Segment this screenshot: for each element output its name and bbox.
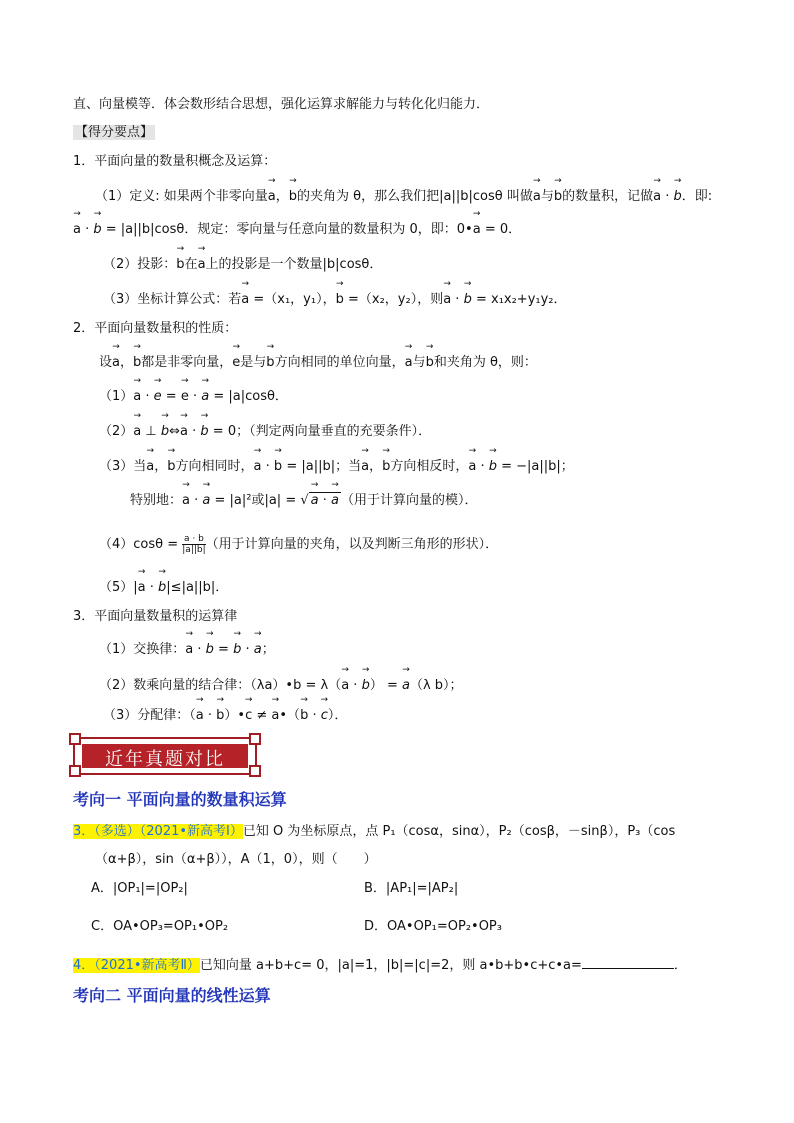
question-4-label: 4．（2021•新高考Ⅱ） — [73, 958, 200, 973]
section-banner — [73, 737, 257, 775]
s2-property-5: （5）|→ a · → b|≤|a||b|． — [99, 579, 228, 597]
banner-corner-br — [249, 765, 261, 777]
s1-definition: （1）定义: 如果两个非零向量→ a，→ b的夹角为 θ，那么我们把|a||b|cosθ 叫做→ a与→ b的数量积，记做→ a · → b．即: — [95, 188, 712, 206]
s2-property-4: （4）cosθ = $\frac{a \cdot b}{|a||b|}$（用于计算向量的夹角，以及判断三角形的形状）． — [99, 534, 499, 555]
question-4: 4．（2021•新高考Ⅱ）已知向量 a+b+c= 0，|a|=1，|b|=|c|=2，则 a•b+b•c+c•a= ． — [73, 958, 687, 973]
answer-blank[interactable] — [582, 956, 674, 969]
banner-corner-tl — [69, 733, 81, 745]
s3-heading: 3．平面向量数量积的运算律 — [73, 609, 238, 624]
banner-corner-bl — [69, 765, 81, 777]
s3-associative: （2）数乘向量的结合律：（λa）•b = λ（→ a · → b） = → a（λ b）； — [99, 677, 463, 695]
banner-corner-tr — [249, 733, 261, 745]
s2-special-case: 特别地：→ a · → a = |a|²或|a| = √→ a · → a （用于计算向量的模）． — [130, 492, 478, 510]
s1-definition-2: → a · → b = |a||b|cosθ．规定：零向量与任意向量的数量积为 0，即：0•→ a = 0． — [73, 221, 521, 239]
s1-coordinate-formula: （3）坐标计算公式：若→ a =（x₁，y₁），→ b =（x₂，y₂），则→ a · → b = x₁x₂+y₁y₂． — [103, 291, 567, 309]
s2-heading: 2．平面向量数量积的性质： — [73, 321, 238, 336]
direction-2-title: 考向二 平面向量的线性运算 — [73, 986, 271, 1005]
question-3-option-d: D．OA•OP₁=OP₂•OP₃ — [364, 919, 502, 934]
s1-heading: 1．平面向量的数量积概念及运算： — [73, 154, 277, 169]
intro-line: 直、向量模等．体会数形结合思想，强化运算求解能力与转化化归能力． — [73, 97, 490, 112]
s2-intro: 设→ a，→ b都是非零向量，→ e是与→ b方向相同的单位向量，→ a与→ b和夹角为 θ，则： — [99, 354, 537, 372]
question-3-stem: 3．（多选）（2021•新高考Ⅰ）已知 O 为坐标原点，点 P₁（cosα，sinα），P₂（cosβ，－sinβ），P₃（cos — [73, 824, 676, 839]
question-3-option-c: C．OA•OP₃=OP₁•OP₂ — [91, 919, 229, 934]
cos-fraction: $\frac{a \cdot b}{|a||b|}$ — [182, 534, 206, 555]
banner-title: 近年真题对比 — [105, 749, 225, 770]
s2-property-1: （1）→ a · → e = → e · → a = |a|cosθ． — [99, 388, 288, 406]
s2-property-2: （2）→ a ⊥ → b⇔→ a · → b = 0；（判定两向量垂直的充要条件）． — [99, 423, 431, 441]
s2-property-3: （3）当→ a，→ b方向相同时，→ a · → b = |a||b|；当→ a，→ b方向相反时，→ a · → b = −|a||b|； — [99, 458, 574, 476]
direction-1-title: 考向一 平面向量的数量积运算 — [73, 790, 287, 809]
key-points-label: 【得分要点】 — [75, 125, 154, 140]
question-3-label: 3．（多选）（2021•新高考Ⅰ） — [73, 824, 243, 839]
s3-distributive: （3）分配律：（→ a · → b）•→ c ≠ → a•（→ b · → c）． — [103, 707, 347, 725]
question-3-stem-2: （α+β），sin（α+β）），A（1，0），则（ ） — [95, 852, 377, 867]
s3-commutative: （1）交换律：→ a · → b = → b · → a； — [99, 641, 275, 659]
key-points-tag — [73, 124, 155, 142]
question-3-option-a: A．|OP₁|=|OP₂| — [91, 881, 188, 896]
s1-projection: （2）投影：→ b在→ a上的投影是一个数量|b|cosθ． — [103, 256, 382, 274]
question-3-option-b: B．|AP₁|=|AP₂| — [364, 881, 459, 896]
